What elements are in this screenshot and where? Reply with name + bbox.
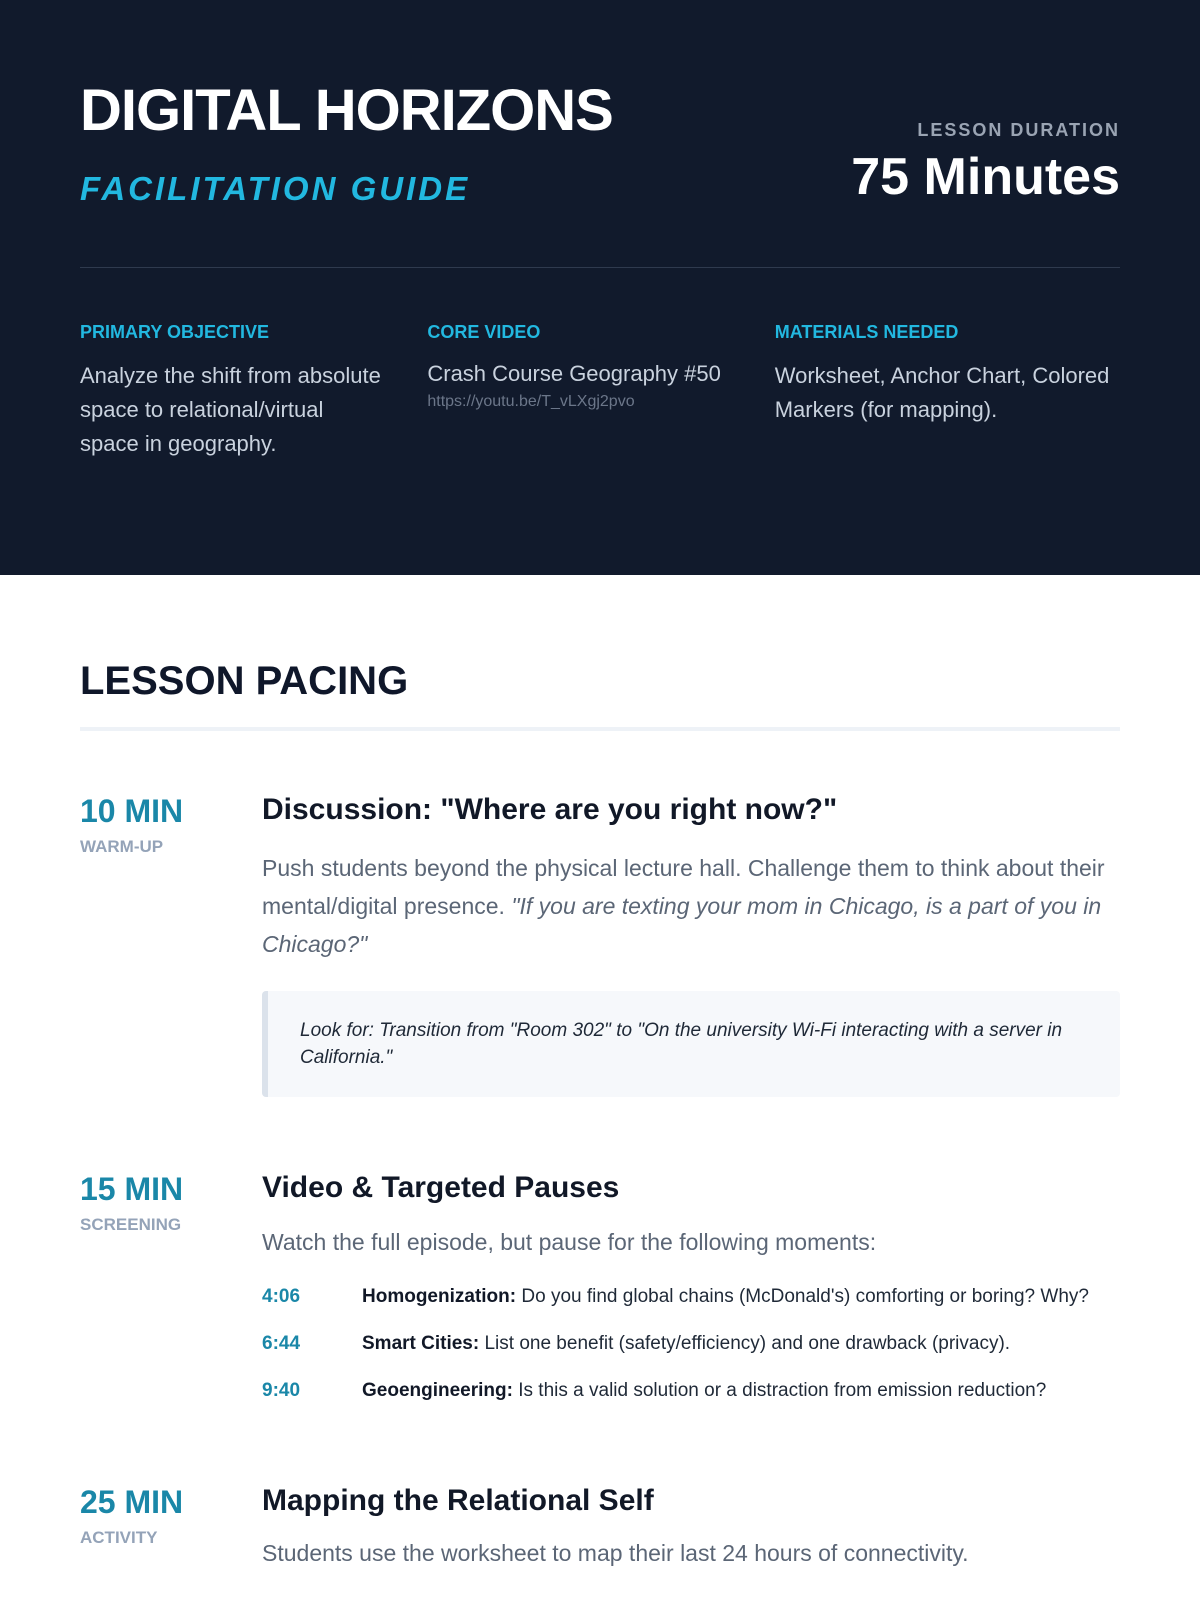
pacing-block-warmup	[80, 795, 1120, 1097]
block-body	[262, 795, 1120, 1097]
pacing-block-activity	[80, 1486, 1120, 1572]
time-tag: WARM-UP	[80, 837, 164, 856]
pause-item	[262, 1377, 1120, 1404]
pause-timestamp: 4:06	[262, 1286, 301, 1307]
pause-timestamp: 6:44	[262, 1333, 301, 1354]
block-title: Discussion: "Where are you right now?"	[262, 793, 838, 826]
section-title: LESSON PACING	[80, 659, 409, 703]
duration-value: 75 Minutes	[851, 148, 1120, 206]
objective-label: PRIMARY OBJECTIVE	[80, 322, 270, 342]
block-body	[262, 1173, 1120, 1424]
time-tag: SCREENING	[80, 1215, 182, 1234]
time-column	[80, 1486, 262, 1572]
pause-term: Geoengineering:	[362, 1380, 513, 1401]
pause-timestamp: 9:40	[262, 1380, 301, 1401]
overview-columns	[80, 268, 1120, 461]
page-title: DIGITAL HORIZONS	[80, 78, 613, 143]
block-title: Mapping the Relational Self	[262, 1484, 654, 1517]
block-text: Watch the full episode, but pause for the following moments:	[262, 1229, 877, 1255]
lesson-pacing-section	[0, 575, 1200, 1572]
materials-label: MATERIALS NEEDED	[774, 322, 959, 342]
pause-body	[362, 1283, 1089, 1310]
time-value: 25 MIN	[80, 1484, 184, 1520]
block-quote: "If you are texting your mom in Chicago, is a part of you in Chicago?"	[262, 893, 1102, 957]
duration-label: LESSON DURATION	[917, 120, 1120, 140]
time-column	[80, 1173, 262, 1424]
time-tag: ACTIVITY	[80, 1528, 158, 1547]
video-label: CORE VIDEO	[427, 322, 541, 342]
pause-text: List one benefit (safety/efficiency) and one drawback (privacy).	[484, 1333, 1011, 1354]
block-description: Push students beyond the physical lecture hall. Challenge them to think about their mental/digital presence.	[262, 855, 1105, 919]
pause-item	[262, 1330, 1120, 1357]
pause-body	[362, 1377, 1046, 1404]
pause-body	[362, 1330, 1010, 1357]
video-link[interactable]: https://youtu.be/T_vLXgj2pvo	[427, 393, 635, 410]
page-subtitle: FACILITATION GUIDE	[80, 170, 471, 207]
block-body	[262, 1486, 1120, 1572]
time-value: 10 MIN	[80, 793, 184, 829]
block-title: Video & Targeted Pauses	[262, 1171, 620, 1204]
time-column	[80, 795, 262, 1097]
overview-video	[427, 323, 774, 461]
block-text	[262, 849, 1120, 963]
overview-materials	[775, 323, 1120, 461]
video-title: Crash Course Geography #50	[427, 361, 721, 386]
pacing-block-screening	[80, 1173, 1120, 1424]
block-text: Students use the worksheet to map their last 24 hours of connectivity.	[262, 1540, 969, 1566]
header-top	[80, 0, 1120, 268]
pause-text: Is this a valid solution or a distraction from emission reduction?	[518, 1380, 1047, 1401]
pause-term: Homogenization:	[362, 1286, 517, 1307]
overview-objective	[80, 323, 427, 461]
look-for-callout: Look for: Transition from "Room 302" to "On the university Wi-Fi interacting with a server in California."	[262, 991, 1120, 1097]
objective-text: Analyze the shift from absolute space to relational/virtual space in geography.	[80, 363, 381, 456]
header-banner	[0, 0, 1200, 575]
pause-term: Smart Cities:	[362, 1333, 480, 1354]
lesson-duration	[851, 120, 1120, 206]
time-value: 15 MIN	[80, 1171, 184, 1207]
pause-list	[262, 1283, 1120, 1404]
pause-item	[262, 1283, 1120, 1310]
materials-text: Worksheet, Anchor Chart, Colored Markers (for mapping).	[774, 363, 1110, 422]
section-divider	[80, 727, 1120, 731]
pause-text: Do you find global chains (McDonald's) comforting or boring? Why?	[521, 1286, 1089, 1307]
